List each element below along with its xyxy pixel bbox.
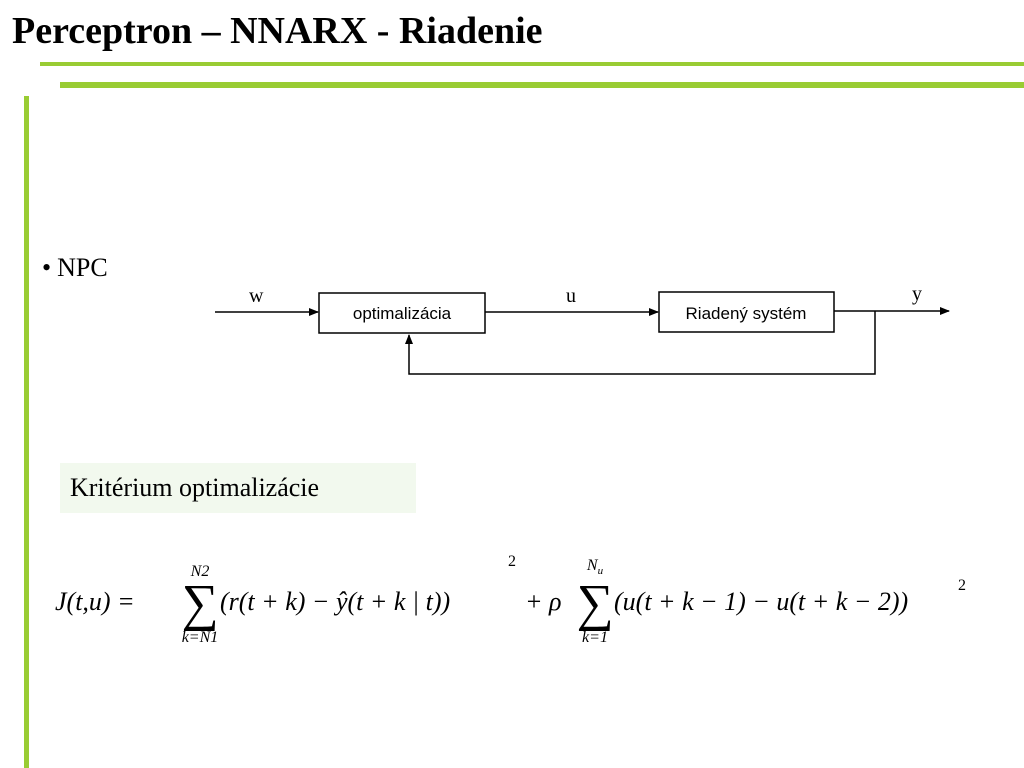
sum1-symbol: ∑ — [181, 575, 219, 632]
criterion-label: Kritérium optimalizácie — [60, 463, 416, 513]
bullet-dot: • — [42, 253, 52, 282]
slide-title: Perceptron – NNARX - Riadenie — [12, 10, 543, 52]
input-label: w — [249, 285, 264, 307]
term2-exponent: 2 — [958, 577, 966, 594]
sum1-upper-limit: N2 — [190, 563, 210, 580]
controlled-system-label: Riadený systém — [685, 304, 807, 323]
control-signal-label: u — [566, 285, 576, 307]
sum2-upper-subscript: u — [597, 565, 604, 577]
sum1-lower-limit: k=N1 — [181, 629, 219, 646]
output-label: y — [912, 283, 922, 305]
optimization-criterion-formula — [50, 548, 990, 653]
title-underline-thin — [40, 62, 1024, 66]
formula-term1: (r(t + k) − ŷ(t + k | t)) — [220, 587, 451, 616]
title-underline-thick — [60, 82, 1024, 88]
formula-plus-rho: + ρ — [525, 587, 562, 616]
optimization-block-label: optimalizácia — [352, 304, 452, 323]
term1-exponent: 2 — [508, 553, 516, 570]
left-accent-bar — [24, 96, 29, 768]
sum2-lower-limit: k=1 — [582, 629, 608, 646]
formula-term2: (u(t + k − 1) − u(t + k − 2)) — [614, 587, 909, 616]
npc-block-diagram — [205, 276, 965, 386]
formula-lhs: J(t,u) = — [55, 587, 135, 616]
sum2-upper-limit: $N_u$ — [586, 557, 604, 577]
sum2-symbol: ∑ — [576, 575, 614, 632]
bullet-item — [42, 253, 108, 283]
bullet-text: NPC — [57, 253, 108, 282]
